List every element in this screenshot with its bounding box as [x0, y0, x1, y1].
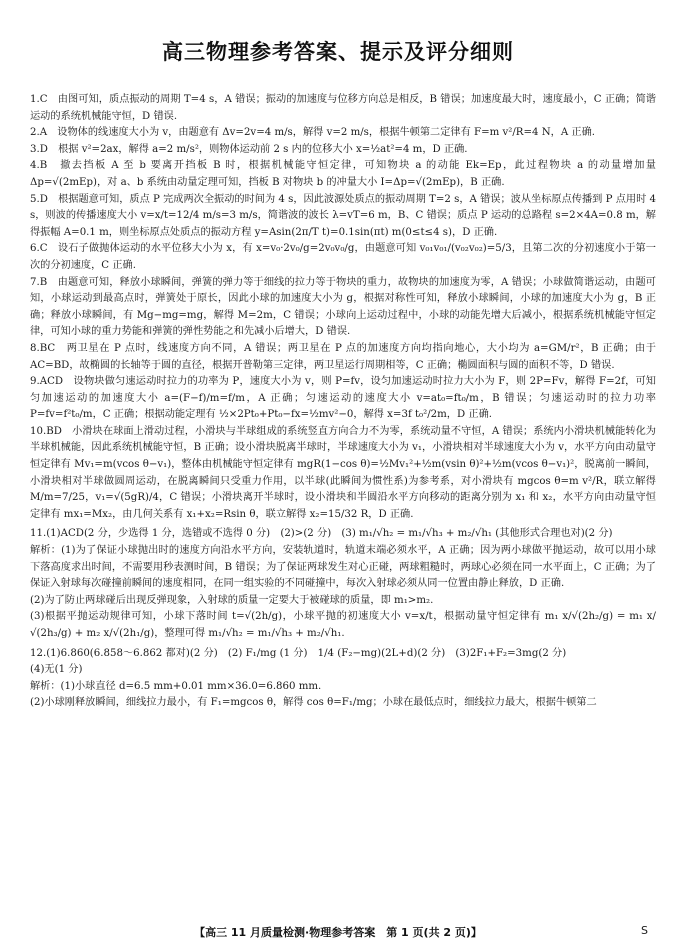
answer-11-part3: (3)根据平抛运动规律可知，小球下落时间 t=√(2h/g)，小球平抛的初速度大小 v=x/t，根据动量守恒定律有 m₁ x/√(2h₂/g) = m₁ x/√(2h₃/g) + m₂ x/√(2h₁/g)，整理可得 m₁/√h₂ = m₁/√h₃ + m₂/√h₁. — [30, 611, 656, 639]
answer-2: 2.A 设物体的线速度大小为 v，由题意有 Δv=2v=4 m/s，解得 v=2 m/s，根据牛顿第二定律有 F=m v²/R=4 N，A 正确. — [30, 127, 596, 139]
answer-10: 10.BD 小滑块在球面上滑动过程，小滑块与半球组成的系统竖直方向合力不为零，系统动量不守恒，A 错误；系统内小滑块机械能转化为半球机械能，因此系统机械能守恒，B 正确；设小滑块脱离半球时，半球速度大小为 v₁，小滑块相对半球速度大小为 v，水平方向由动量守恒定律有 Mv₁=m(vcos θ−v₁)，整体由机械能守恒定律有 mgR(1−cos θ)=½Mv₁²+½m(vsin θ)²+½m(vcos θ−v₁)²，脱离前一瞬间，小滑块相对半球做圆周运动，在脱离瞬间只受重力作用，以半球(此瞬间为惯性系)为参考系，对小滑块有 mgcos θ=m v²/R，联立解得 M/m=7/25，v₁=√(5gR)/4，C 错误；小滑块离开半球时，设小滑块和半圆沿水平方向移动的距离分别为 x₁ 和 x₂，水平方向由动量守恒定律有 mx₁=Mx₂，由几何关系有 x₁+x₂=Rsin θ，联立解得 x₂=15/32 R，D 正确. — [30, 425, 656, 520]
answer-9: 9.ACD 设物块做匀速运动时拉力的功率为 P，速度大小为 v，则 P=fv，设匀加速运动时拉力大小为 F，则 2P=Fv，解得 F=2f，可知匀加速运动的加速度大小 a=(F−f)/m=f/m，A 正确；匀速运动的速度大小 v=at₀=ft₀/m，B 错误；匀速运动时的拉力功率 P=fv=f²t₀/m，C 正确；根据动能定理有 ½×2Pt₀+Pt₀−fx=½mv²−0，解得 x=3f t₀²/2m，D 正确. — [30, 376, 656, 421]
answer-6: 6.C 设石子做抛体运动的水平位移大小为 x，有 x=v₀·2v₀/g=2v₀v₀/g，由题意可知 v₀₁v₀₁/(v₀₂v₀₂)=5/3，且第二次的分初速度小于第一次的分初速度，C 正确. — [30, 243, 656, 271]
page-title: 高三物理参考答案、提示及评分细则 — [162, 40, 514, 64]
answer-11-analysis: 解析：(1)为了保证小球抛出时的速度方向沿水平方向，安装轨道时，轨道末端必须水平，A 正确；因为两小球做平抛运动，故可以用小球下落高度求出时间，不需要用秒表测时间，B 错误；为了保证两球发生对心正碰，两球粗糙时，两球心必须在同一水平面上，C 正确；为了保证入射球每次碰撞前瞬间的速度相同，在同一组实验的不同碰撞中，每次入射球必须从同一位置由静止释放，D 正确. — [30, 545, 656, 590]
answer-5: 5.D 根据题意可知，质点 P 完成两次全振动的时间为 4 s，因此波源处质点的振动周期 T=2 s，A 错误；波从坐标原点传播到 P 点用时 4 s，则波的传播速度大小 v=x/t=12/4 m/s=3 m/s，简谐波的波长 λ=vT=6 m，B、C 错误；质点 P 运动的总路程 s=2×4A=0.8 m，解得振幅 A=0.1 m，则坐标原点处质点的振动方程 y=Asin(2π/T t)=0.1sin(πt) m(0≤t≤4 s)，D 正确. — [30, 193, 656, 238]
answer-content — [30, 92, 656, 712]
answer-11-part2: (2)为了防止两球碰后出现反弹现象，入射球的质量一定要大于被碰球的质量，即 m₁>m₂. — [30, 594, 434, 606]
answer-11: 11.(1)ACD(2 分，少选得 1 分，选错或不选得 0 分) (2)>(2 分) (3) m₁/√h₂ = m₁/√h₃ + m₂/√h₁ (其他形式合理也对)(2 分) — [30, 528, 613, 540]
corner-mark: S — [641, 924, 648, 937]
answer-12-analysis-1: 解析：(1)小球直径 d=6.5 mm+0.01 mm×36.0=6.860 mm. — [30, 680, 322, 692]
answer-1: 1.C 由图可知，质点振动的周期 T=4 s，A 错误；振动的加速度与位移方向总是相反，B 错误；加速度最大时，速度最小，C 正确；简谐运动的系统机械能守恒，D 错误. — [30, 94, 656, 122]
answer-12-part4: (4)无(1 分) — [30, 664, 83, 676]
answer-4: 4.B 撤去挡板 A 至 b 要离开挡板 B 时，根据机械能守恒定律，可知物块 a 的动能 Ek=Ep，此过程物块 a 的动量增加量 Δp=√(2mEp)，对 a、b 系统由动量定理可知，挡板 B 对物块 b 的冲量大小 I=Δp=√(2mEp)，B 正确. — [30, 160, 656, 188]
answer-3: 3.D 根据 v²=2ax，解得 a=2 m/s²，则物体运动前 2 s 内的位移大小 x=½at²=4 m，D 正确. — [30, 143, 468, 155]
answer-12-analysis-2: (2)小球刚释放瞬间，细线拉力最小，有 F₁=mgcos θ，解得 cos θ=F₁/mg；小球在最低点时，细线拉力最大，根据牛顿第二 — [30, 697, 597, 709]
answer-8: 8.BC 两卫星在 P 点时，线速度方向不同，A 错误；两卫星在 P 点的加速度方向均指向地心，大小均为 a=GM/r²，B 正确；由于 AC=BD，故椭圆的长轴等于圆的直径，根据开普勒第三定律，两卫星运行周期相等，C 正确；椭圆面积与圆的面积不等，D 错误. — [30, 342, 656, 371]
answer-7: 7.B 由题意可知，释放小球瞬间，弹簧的弹力等于细线的拉力等于物块的重力，故物块的加速度为零，A 错误；小球做简谐运动，由题可知，小球运动到最高点时，弹簧处于原长，因此小球的加速度大小为 g，根据对称性可知，释放小球瞬间，小球的加速度大小为 g，B 正确；释放小球瞬间，有 Mg−mg=mg，解得 M=2m，C 错误；小球向上运动过程中，小球的动能先增大后减小，根据系统机械能守恒定律，可知小球的重力势能和弹簧的弹性势能之和先减小后增大，D 错误. — [30, 276, 656, 338]
answer-12: 12.(1)6.860(6.858～6.862 都对)(2 分) (2) F₁/mg (1 分) 1/4 (F₂−mg)(2L+d)(2 分) (3)2F₁+F₂=3mg(2 分) — [30, 647, 567, 659]
page-footer: 【高三 11 月质量检测·物理参考答案 第 1 页(共 2 页)】 — [194, 926, 482, 939]
